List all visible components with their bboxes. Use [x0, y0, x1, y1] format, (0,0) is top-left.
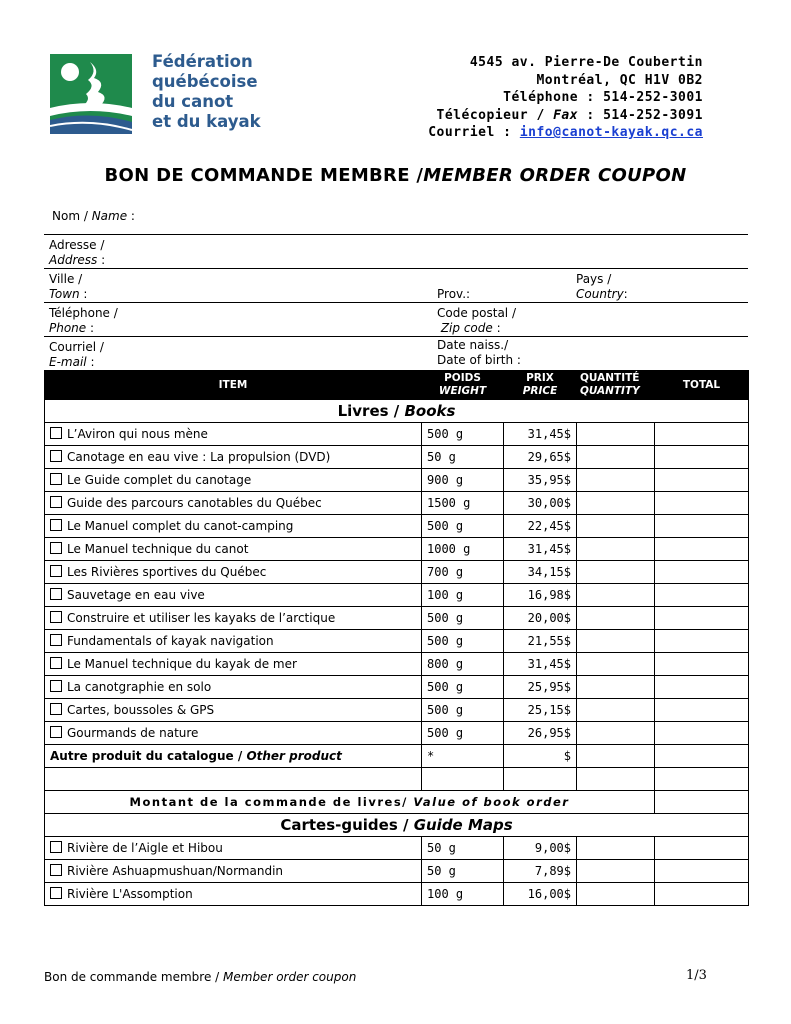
name-field-line[interactable]	[44, 234, 748, 235]
quantity-cell[interactable]	[577, 584, 655, 607]
book-item-price: 25,15$	[504, 699, 577, 722]
map-item-weight: 50 g	[422, 860, 504, 883]
total-cell[interactable]	[655, 584, 749, 607]
quantity-cell[interactable]	[577, 446, 655, 469]
map-item-cell[interactable]	[45, 883, 422, 906]
postal-label-fr: Code postal /	[437, 306, 516, 320]
quantity-cell[interactable]	[577, 515, 655, 538]
checkbox[interactable]	[50, 726, 62, 738]
other-price: $	[504, 745, 577, 768]
contact-block	[428, 54, 703, 142]
book-item-cell[interactable]	[45, 699, 422, 722]
book-item-name: Les Rivières sportives du Québec	[67, 565, 267, 579]
country-colon: :	[623, 287, 628, 301]
table-row	[45, 561, 749, 584]
book-item-name: Fundamentals of kayak navigation	[67, 634, 274, 648]
book-item-weight: 500 g	[422, 699, 504, 722]
checkbox[interactable]	[50, 588, 62, 600]
country-label-fr: Pays /	[576, 272, 612, 286]
book-item-cell[interactable]	[45, 722, 422, 745]
phone-colon: :	[86, 321, 95, 335]
book-item-weight: 500 g	[422, 423, 504, 446]
quantity-cell[interactable]	[577, 561, 655, 584]
total-cell[interactable]	[655, 699, 749, 722]
quantity-cell[interactable]	[577, 423, 655, 446]
other-product-label	[45, 745, 422, 768]
book-item-cell[interactable]	[45, 653, 422, 676]
col-qty-fr: QUANTITÉ	[580, 372, 640, 384]
country-label-en: Country	[576, 287, 624, 301]
book-item-name: Le Manuel complet du canot-camping	[67, 519, 294, 533]
quantity-cell[interactable]	[577, 837, 655, 860]
book-item-weight: 800 g	[422, 653, 504, 676]
phone-field-line[interactable]	[44, 336, 748, 337]
map-item-price: 9,00$	[504, 837, 577, 860]
book-order-total-row	[45, 791, 749, 814]
total-cell[interactable]	[655, 561, 749, 584]
quantity-cell[interactable]	[577, 469, 655, 492]
book-item-price: 35,95$	[504, 469, 577, 492]
book-item-name: Le Manuel technique du canot	[67, 542, 249, 556]
logo-line: Fédération	[152, 52, 253, 71]
book-item-weight: 500 g	[422, 722, 504, 745]
email-label-fr: Courriel /	[49, 340, 104, 354]
book-item-name: Construire et utiliser les kayaks de l’arctique	[67, 611, 336, 625]
address-field-line[interactable]	[44, 268, 748, 269]
book-item-cell[interactable]	[45, 515, 422, 538]
checkbox[interactable]	[50, 703, 62, 715]
checkbox[interactable]	[50, 634, 62, 646]
col-weight-fr: POIDS	[444, 372, 481, 384]
book-item-name: La canotgraphie en solo	[67, 680, 212, 694]
book-item-price: 30,00$	[504, 492, 577, 515]
order-table	[44, 370, 749, 906]
table-row	[45, 469, 749, 492]
quantity-cell[interactable]	[577, 722, 655, 745]
email-link[interactable]: info@canot-kayak.qc.ca	[519, 125, 703, 140]
col-price-fr: PRIX	[526, 372, 554, 384]
logo-line: et du kayak	[152, 112, 261, 131]
book-item-price: 25,95$	[504, 676, 577, 699]
page-footer	[44, 970, 356, 984]
book-item-name: Canotage en eau vive : La propulsion (DVD)	[67, 450, 331, 464]
book-item-price: 31,45$	[504, 538, 577, 561]
table-row	[45, 423, 749, 446]
table-row	[45, 722, 749, 745]
logo-line: du canot	[152, 92, 234, 111]
col-qty-en: QUANTITY	[580, 385, 640, 397]
map-item-name: Rivière L'Assomption	[67, 887, 193, 901]
name-label-fr: Nom /	[52, 209, 92, 223]
email-prefix: Courriel :	[428, 125, 520, 140]
book-item-cell[interactable]	[45, 423, 422, 446]
book-item-cell[interactable]	[45, 469, 422, 492]
checkbox[interactable]	[50, 519, 62, 531]
map-item-name: Rivière Ashuapmushuan/Normandin	[67, 864, 284, 878]
book-item-name: Le Guide complet du canotage	[67, 473, 252, 487]
map-item-price: 16,00$	[504, 883, 577, 906]
total-cell[interactable]	[655, 492, 749, 515]
name-label-en: Name	[91, 209, 128, 223]
blank-cell[interactable]	[422, 768, 504, 791]
total-cell[interactable]	[655, 630, 749, 653]
address-label	[49, 238, 105, 268]
fax-number: : 514-252-3091	[578, 107, 703, 123]
book-order-total-cell[interactable]	[655, 791, 749, 814]
total-cell[interactable]	[655, 860, 749, 883]
table-row	[45, 446, 749, 469]
city-label-en: Town	[49, 287, 80, 301]
page-number: 1/3	[686, 968, 707, 983]
name-label	[52, 209, 135, 224]
book-item-weight: 500 g	[422, 607, 504, 630]
quantity-cell[interactable]	[577, 745, 655, 768]
blank-cell[interactable]	[504, 768, 577, 791]
book-item-weight: 1500 g	[422, 492, 504, 515]
checkbox[interactable]	[50, 657, 62, 669]
map-item-cell[interactable]	[45, 860, 422, 883]
book-item-cell[interactable]	[45, 492, 422, 515]
table-row	[45, 860, 749, 883]
col-price-en: PRICE	[522, 385, 558, 397]
book-item-weight: 700 g	[422, 561, 504, 584]
map-item-cell[interactable]	[45, 837, 422, 860]
quantity-cell[interactable]	[577, 653, 655, 676]
phone-label-en: Phone	[49, 321, 87, 335]
book-item-cell[interactable]	[45, 538, 422, 561]
quantity-cell[interactable]	[577, 676, 655, 699]
quantity-cell[interactable]	[577, 883, 655, 906]
col-weight-en: WEIGHT	[438, 385, 487, 397]
table-row	[45, 837, 749, 860]
total-cell[interactable]	[655, 837, 749, 860]
logo-line: québécoise	[152, 72, 258, 91]
checkbox[interactable]	[50, 427, 62, 439]
checkbox[interactable]	[50, 680, 62, 692]
maps-title-fr: Cartes-guides /	[280, 816, 414, 834]
quantity-cell[interactable]	[577, 492, 655, 515]
blank-cell[interactable]	[45, 768, 422, 791]
book-order-total-label	[45, 791, 655, 814]
books-section-title	[45, 400, 749, 423]
quantity-cell[interactable]	[577, 860, 655, 883]
table-row	[45, 653, 749, 676]
blank-cell[interactable]	[577, 768, 655, 791]
prov-label: Prov.:	[437, 287, 471, 301]
book-item-price: 22,45$	[504, 515, 577, 538]
table-row	[45, 538, 749, 561]
checkbox[interactable]	[50, 887, 62, 899]
col-price	[504, 371, 577, 400]
books-title-fr: Livres /	[337, 402, 405, 420]
postal-label	[437, 306, 516, 336]
title-en: MEMBER ORDER COUPON	[423, 165, 687, 186]
address-line2: Montréal, QC H1V 0B2	[536, 72, 703, 88]
city-label-fr: Ville /	[49, 272, 83, 286]
fax-label: Fax	[553, 107, 579, 123]
book-item-weight: 50 g	[422, 446, 504, 469]
book-item-price: 26,95$	[504, 722, 577, 745]
book-item-cell[interactable]	[45, 630, 422, 653]
book-item-price: 20,00$	[504, 607, 577, 630]
table-row	[45, 676, 749, 699]
other-product-en: Other product	[246, 749, 342, 763]
logo-wordmark	[152, 52, 261, 132]
total-cell[interactable]	[655, 515, 749, 538]
book-item-name: Gourmands de nature	[67, 726, 199, 740]
address-colon: :	[97, 253, 106, 267]
map-item-weight: 50 g	[422, 837, 504, 860]
email-line	[428, 124, 703, 142]
checkbox[interactable]	[50, 450, 62, 462]
checkbox[interactable]	[50, 864, 62, 876]
book-item-weight: 500 g	[422, 515, 504, 538]
footer-en: Member order coupon	[223, 970, 357, 984]
map-item-name: Rivière de l’Aigle et Hibou	[67, 841, 223, 855]
table-header-row	[45, 371, 749, 400]
books-title-en: Books	[404, 402, 456, 420]
book-item-weight: 500 g	[422, 676, 504, 699]
table-row	[45, 883, 749, 906]
book-total-fr: Montant de la commande de livres/	[129, 795, 414, 809]
table-row	[45, 515, 749, 538]
email-colon: :	[86, 355, 95, 369]
total-cell[interactable]	[655, 469, 749, 492]
total-cell[interactable]	[655, 883, 749, 906]
book-item-price: 34,15$	[504, 561, 577, 584]
address-line1: 4545 av. Pierre-De Coubertin	[469, 55, 703, 70]
phone-label	[49, 306, 118, 336]
book-item-name: Sauvetage en eau vive	[67, 588, 205, 602]
title-fr: BON DE COMMANDE MEMBRE /	[104, 165, 424, 186]
checkbox[interactable]	[50, 611, 62, 623]
book-item-price: 29,65$	[504, 446, 577, 469]
book-item-weight: 100 g	[422, 584, 504, 607]
checkbox[interactable]	[50, 496, 62, 508]
address-label-fr: Adresse /	[49, 238, 105, 252]
phone-line: Téléphone : 514-252-3001	[503, 90, 703, 105]
col-item: ITEM	[45, 371, 422, 400]
table-row	[45, 584, 749, 607]
total-cell[interactable]	[655, 653, 749, 676]
col-quantity	[577, 371, 655, 400]
city-label	[49, 272, 87, 302]
blank-row	[45, 768, 749, 791]
quantity-cell[interactable]	[577, 607, 655, 630]
book-item-cell[interactable]	[45, 561, 422, 584]
maps-title-en: Guide Maps	[413, 816, 513, 834]
book-item-name: Cartes, boussoles & GPS	[67, 703, 215, 717]
book-item-price: 21,55$	[504, 630, 577, 653]
table-row	[45, 607, 749, 630]
col-total: TOTAL	[655, 371, 749, 400]
postal-colon: :	[492, 321, 501, 335]
other-product-fr: Autre produit du catalogue /	[50, 749, 247, 763]
book-item-weight: 1000 g	[422, 538, 504, 561]
book-item-name: L’Aviron qui nous mène	[67, 427, 208, 441]
total-cell[interactable]	[655, 676, 749, 699]
email-label-en: E-mail	[49, 355, 87, 369]
book-item-weight: 900 g	[422, 469, 504, 492]
checkbox[interactable]	[50, 542, 62, 554]
city-colon: :	[79, 287, 88, 301]
book-item-name: Le Manuel technique du kayak de mer	[67, 657, 297, 671]
name-colon: :	[127, 209, 135, 223]
dob-label	[437, 338, 521, 368]
col-weight	[422, 371, 504, 400]
phone-label-fr: Téléphone /	[49, 306, 118, 320]
other-weight: *	[422, 745, 504, 768]
dob-label-fr: Date naiss./	[437, 338, 509, 352]
maps-section-title	[45, 814, 749, 837]
table-row	[45, 492, 749, 515]
checkbox[interactable]	[50, 473, 62, 485]
book-item-cell[interactable]	[45, 676, 422, 699]
book-item-cell[interactable]	[45, 607, 422, 630]
book-item-price: 31,45$	[504, 423, 577, 446]
fax-prefix: Télécopieur /	[436, 107, 554, 123]
total-cell[interactable]	[655, 446, 749, 469]
total-cell[interactable]	[655, 538, 749, 561]
total-cell[interactable]	[655, 423, 749, 446]
book-item-price: 16,98$	[504, 584, 577, 607]
book-item-weight: 500 g	[422, 630, 504, 653]
map-item-price: 7,89$	[504, 860, 577, 883]
book-item-cell[interactable]	[45, 584, 422, 607]
quantity-cell[interactable]	[577, 630, 655, 653]
table-row	[45, 699, 749, 722]
book-item-cell[interactable]	[45, 446, 422, 469]
book-item-price: 31,45$	[504, 653, 577, 676]
quantity-cell[interactable]	[577, 699, 655, 722]
checkbox[interactable]	[50, 565, 62, 577]
fax-line	[428, 107, 703, 125]
books-section-header	[45, 400, 749, 423]
quantity-cell[interactable]	[577, 538, 655, 561]
footer-fr: Bon de commande membre /	[44, 970, 224, 984]
city-field-line[interactable]	[44, 302, 748, 303]
other-product-row	[45, 745, 749, 768]
country-label	[576, 272, 628, 302]
blank-cell[interactable]	[655, 768, 749, 791]
book-item-name: Guide des parcours canotables du Québec	[67, 496, 322, 510]
checkbox[interactable]	[50, 841, 62, 853]
total-cell[interactable]	[655, 722, 749, 745]
email-label	[49, 340, 104, 370]
dob-label-en: Date of birth :	[437, 353, 521, 367]
book-total-en: Value of book order	[413, 795, 570, 809]
total-cell[interactable]	[655, 607, 749, 630]
table-row	[45, 630, 749, 653]
page-title	[0, 165, 791, 186]
map-item-weight: 100 g	[422, 883, 504, 906]
address-label-en: Address	[49, 253, 98, 267]
total-cell[interactable]	[655, 745, 749, 768]
maps-section-header	[45, 814, 749, 837]
postal-label-en: Zip code	[440, 321, 493, 335]
